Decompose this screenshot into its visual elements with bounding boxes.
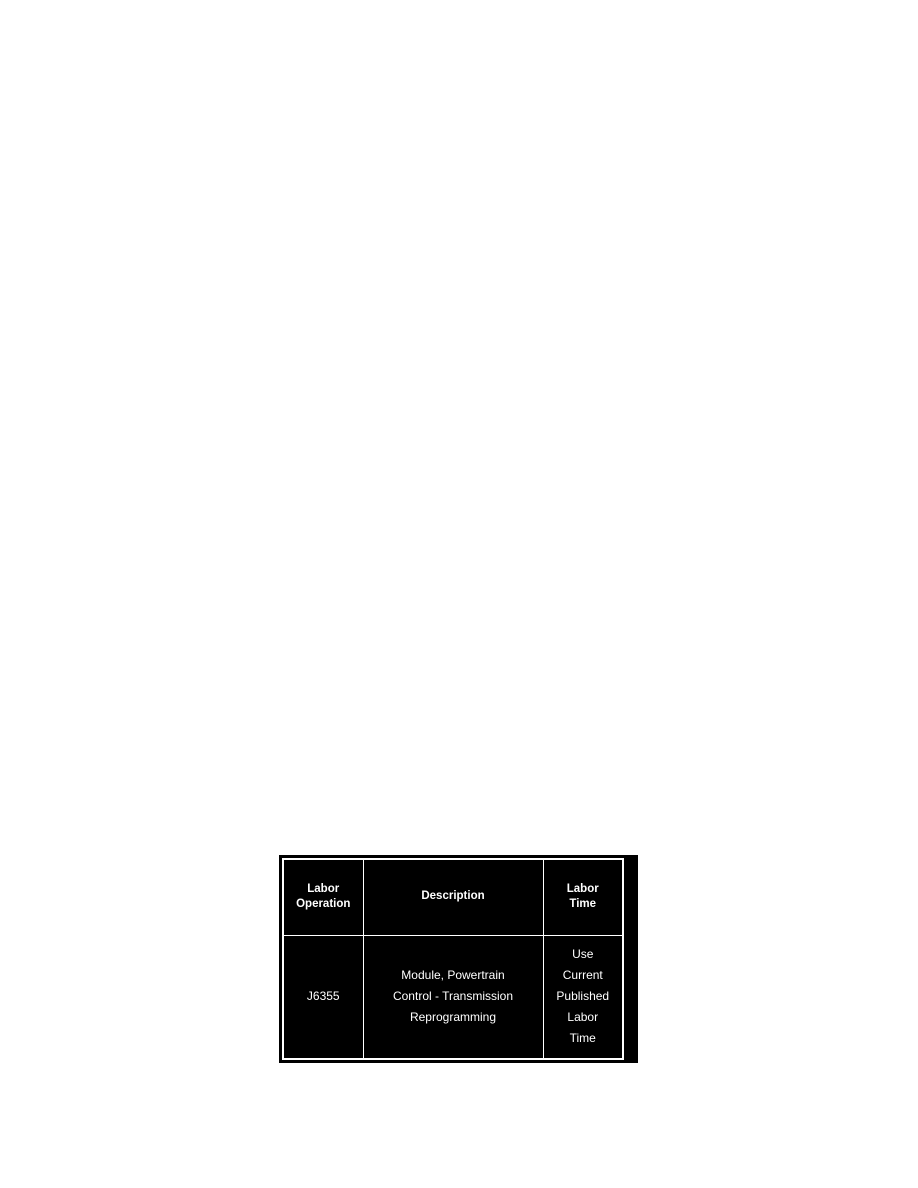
table-row [283,935,623,1059]
cell-labor-time [543,935,623,1059]
cell-labor-time-line3: Published [556,989,610,1004]
column-header-description: Description [363,859,543,935]
cell-description-line3: Reprogramming [409,1010,497,1025]
table-header-row [283,859,623,935]
cell-labor-time-line4: Labor [567,1010,599,1025]
table-body [283,935,623,1059]
column-header-labor-operation [283,859,363,935]
cell-description-line2: Control - Transmission [392,989,514,1004]
column-header-labor-time [543,859,623,935]
cell-description-line1: Module, Powertrain [401,968,505,983]
table-header [283,859,623,935]
labor-operation-table [282,858,624,1060]
cell-labor-time-line5: Time [569,1031,596,1046]
column-header-labor-time-line1: Labor [566,882,599,895]
column-header-labor-operation-line1: Labor [307,882,340,895]
cell-labor-operation: J6355 [283,935,363,1059]
column-header-labor-time-line2: Time [569,898,597,911]
labor-table-plate [279,855,638,1063]
column-header-labor-operation-line2: Operation [296,898,351,911]
cell-description [363,935,543,1059]
cell-labor-time-line2: Current [562,968,603,983]
cell-labor-time-line1: Use [572,947,594,962]
